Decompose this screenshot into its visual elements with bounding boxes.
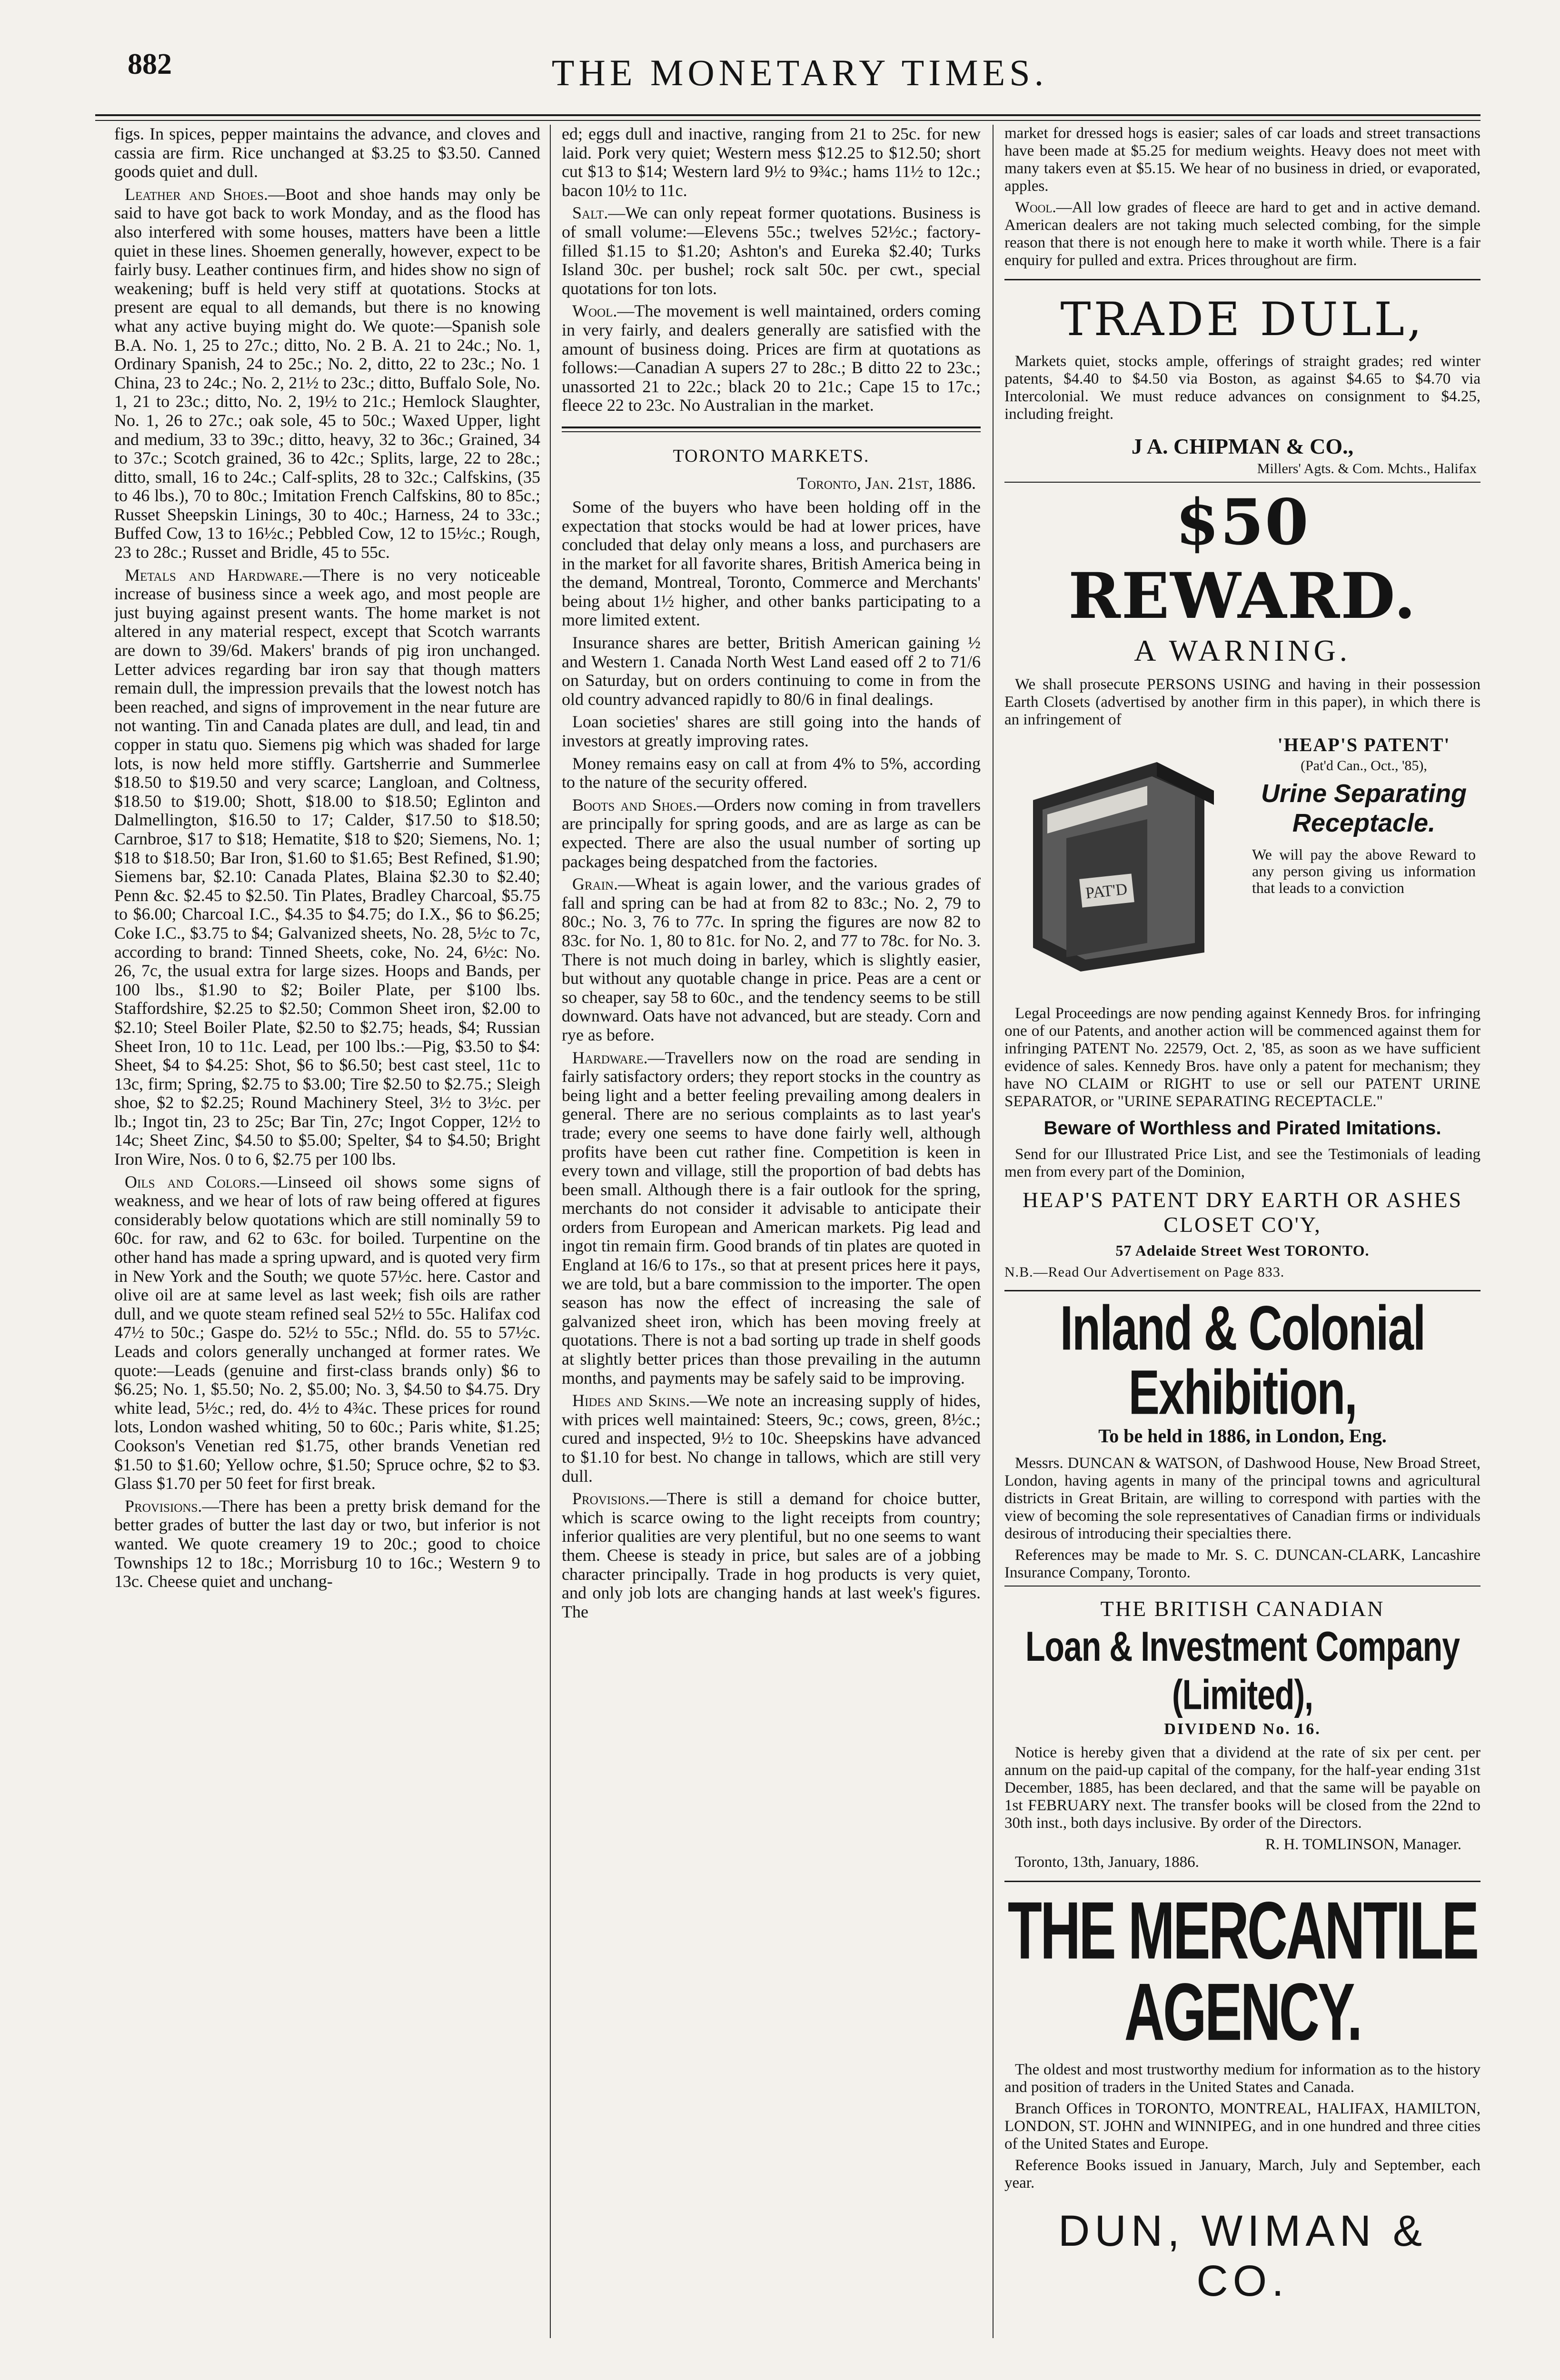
column-divider-2 bbox=[993, 125, 994, 2338]
ad-divider bbox=[1004, 1881, 1481, 1882]
header-rule bbox=[95, 114, 1481, 116]
inland-exhibition-text: Messrs. DUNCAN & WATSON, of Dashwood House, New Broad Street, London, having agents in many of the principal towns and agricultural districts in Great Britain, are willing to correspond with parties with the view of becoming the sole representatives of Canadian firms or individuals desirous of introducing their specialties there. bbox=[1004, 1455, 1481, 1542]
hardware-text: —Travellers now on the road are sending in fairly satisfactory orders; they report stocks in the country as being light and a better feeling prevailing among dealers in general. There are no serious complaints as to last year's trade; every one seems to have done fairly well, although profits have been cut rather fine. Competition is keen in every town and village, still the proportion of bad debts has been small. Although there is a fair outlook for the spring, merchants do not consider it advisable to anticipate their orders from European and American markets. Pig lead and ingot tin remain firm. Good brands of tin plates are quoted in England at 16/6 to 17s., so that at present prices here it pays, we are told, but a bare commission to the importer. The open season has now the effect of increasing the sale of galvanized sheet iron, which has been moving freely at quotations. There is not a bad sorting up trade in shelf goods at slightly better prices than those prevailing in the autumn months, and payments may be safely said to be improving. bbox=[562, 1048, 981, 1388]
trade-dull-ad bbox=[1004, 293, 1481, 477]
dividend-date: Toronto, 13th, January, 1886. bbox=[1015, 1854, 1199, 1871]
oils-text: —Linseed oil shows some signs of weakness, and we hear of lots of raw being offered at figures considerably below quotations which are still nominally 59 to 60c. for raw, and 62 to 63c. for boiled. Turpentine on the other hand has made a spring upward, and is quoted very firm in New York and the South; we quote 57½c. here. Castor and olive oil are at same level as last week; fish oils are rather dull, and we quote steam refined seal 52½ to 55c. Halifax cod 47½ to 50c.; Gaspe do. 52½ to 55c.; Nfld. do. 55 to 57½c. Leads and colors generally unchanged at former rates. We quote:—Leads (genuine and first-class brands only) $6 to $6.25; No. 1, $5.50; No. 2, $5.00; No. 3, $4.50 to $4.75. Dry white lead, 5½c.; red, do. 4½ to 4¾c. These prices for round lots, London washed whiting, 50 to 60c.; Paris white, $1.25; Cookson's Venetian red $1.75, other brands Venetian red $1.50 to $1.60; Yellow ochre, $1.50; Spruce ochre, $2 to $3. Glass $1.70 per 50 feet for first break. bbox=[114, 1172, 540, 1493]
grain-heading: Grain. bbox=[572, 874, 618, 894]
boots-text: —Orders now coming in from travellers are principally for spring goods, and are as large as can be expected. There are also the usual number of sorting up packages being despatched from the factories. bbox=[562, 795, 981, 871]
col1-provisions-paragraph bbox=[114, 1497, 540, 1591]
hardware-heading: Hardware. bbox=[572, 1048, 648, 1067]
british-canadian-ad bbox=[1004, 1596, 1481, 1871]
trade-dull-title: TRADE DULL, bbox=[1060, 293, 1425, 346]
hides-text: —We note an increasing supply of hides, with prices well maintained: Steers, 9c.; cows, green, 8½c.; cured and inspected, 9½ to 10c. Sheepskins have advanced to $1.10 for best. No change in tallows, which are still very dull. bbox=[562, 1391, 981, 1486]
leather-heading: Leather and Shoes. bbox=[125, 184, 268, 204]
ad-divider bbox=[1004, 482, 1481, 483]
patent-date: (Pat'd Can., Oct., '85), bbox=[1301, 758, 1427, 774]
dun-wiman-name: DUN, WIMAN & CO. bbox=[1058, 2207, 1427, 2305]
patent-illustration-block bbox=[1004, 734, 1481, 1000]
boots-heading: Boots and Shoes. bbox=[572, 795, 697, 814]
toronto-paragraph-3: Loan societies' shares are still going into the hands of investors at greatly improving rates. bbox=[562, 712, 981, 751]
mercantile-agency-title: THE MERCANTILE AGENCY. bbox=[1007, 1885, 1478, 2058]
column-divider-1 bbox=[550, 125, 551, 2338]
ad-divider bbox=[1004, 1586, 1481, 1587]
salt-heading: Salt. bbox=[572, 203, 608, 223]
heaps-patent-title: 'HEAP'S PATENT' bbox=[1277, 734, 1451, 755]
col2-continuation: ed; eggs dull and inactive, ranging from 21 to 25c. for new laid. Pork very quiet; Western mess $12.25 to $12.50; short cut $13 to $14; Western lard 9½ to 9¾c.; hams 11½ to 12c.; bacon 10½ to 11c. bbox=[562, 125, 981, 200]
wool2-text: —All low grades of fleece are hard to get and in active demand. American dealers are not taking much selected combing, for the simple reason that there is not enough here to make it worth while. There is a fair enquiry for pulled and extra. Prices throughout are firm. bbox=[1004, 199, 1481, 269]
reward-ad bbox=[1004, 486, 1481, 1280]
urine-separating-title: Urine Separating Receptacle. bbox=[1261, 779, 1467, 837]
provisions2-text: —There is still a demand for choice butter, which is scarce owing to the light receipts from country; inferior qualities are very plentiful, but no one seems to want them. Cheese is steady in price, but sales are of a jobbing character principally. Trade in hog products is very quiet, and only job lots are changing hands at last week's figures. The bbox=[562, 1489, 981, 1621]
inland-exhibition-references: References may be made to Mr. S. C. DUNCAN-CLARK, Lancashire Insurance Company, Toronto. bbox=[1004, 1547, 1481, 1581]
section-divider bbox=[562, 426, 981, 432]
beware-notice: Beware of Worthless and Pirated Imitations. bbox=[1043, 1118, 1441, 1139]
inland-exhibition-title: Inland & Colonial Exhibition, bbox=[1060, 1292, 1425, 1428]
inland-exhibition-subtitle: To be held in 1886, in London, Eng. bbox=[1098, 1425, 1387, 1447]
toronto-paragraph-1: Some of the buyers who have been holding off in the expectation that stocks would be had at lower prices, have concluded that delay only means a loss, and purchasers are in the market for all favorite shares, British America being in the demand, Montreal, Toronto, Commerce and Merchants' being about 1½ higher, and other banks participating to a more limited extent. bbox=[562, 497, 981, 630]
salt-text: —We can only repeat former quotations. Business is of small volume:—Elevens 55c.; twelves 52½c.; factory-filled $1.15 to $1.20; Ashton's and Eureka $2.40; Turks Island 30c. per bushel; rock salt 50c. per cwt., special quotations for ton lots. bbox=[562, 203, 981, 298]
wool2-heading: Wool. bbox=[1015, 199, 1056, 216]
toronto-paragraph-2: Insurance shares are better, British American gaining ½ and Western 1. Canada North West Land eased off 2 to 71/6 on Saturday, but on orders continuing to come in from the old country advanced rapidly to 80/6 in final dealings. bbox=[562, 633, 981, 709]
provisions-heading: Provisions. bbox=[125, 1496, 202, 1516]
col2-grain-paragraph bbox=[562, 875, 981, 1044]
dividend-heading: DIVIDEND No. 16. bbox=[1164, 1720, 1321, 1738]
ad-divider bbox=[1004, 1290, 1481, 1291]
metals-heading: Metals and Hardware. bbox=[125, 565, 303, 585]
col2-boots-paragraph bbox=[562, 796, 981, 871]
loan-company-title: Loan & Investment Company (Limited), bbox=[1025, 1623, 1460, 1719]
provisions-text: —There has been a pretty brisk demand for the better grades of butter the last day or two, but inferior is not wanted. We quote creamery 19 to 20c.; good to choice Townships 12 to 18c.; Morrisburg 10 to 16c.; Western 9 to 13c. Cheese quiet and unchang- bbox=[114, 1496, 540, 1591]
col1-metals-paragraph bbox=[114, 566, 540, 1169]
legal-proceedings-text: Legal Proceedings are now pending against Kennedy Bros. for infringing one of our Patents, and another action will be commenced against them for infringing PATENT No. 22579, Oct. 2, '85, as soon as we have sufficient evidence of sales. Kennedy Bros. have only a patent for mechanism; they have NO CLAIM or RIGHT to use or sell our PATENT URINE SEPARATOR, or "URINE SEPARATING RECEPTACLE." bbox=[1004, 1005, 1481, 1110]
reward-intro: We shall prosecute PERSONS USING and having in their possession Earth Closets (advertised by another firm in this paper), in which there is an infringement of bbox=[1004, 676, 1481, 728]
col2-hides-paragraph bbox=[562, 1391, 981, 1486]
mercantile-text-1: The oldest and most trustworthy medium for information as to the history and position of traders in the United States and Canada. bbox=[1004, 2061, 1481, 2096]
hides-heading: Hides and Skins. bbox=[572, 1391, 690, 1410]
toronto-paragraph-4: Money remains easy on call at from 4% to 5%, according to the nature of the security offered. bbox=[562, 754, 981, 792]
mercantile-text-2: Branch Offices in TORONTO, MONTREAL, HALIFAX, HAMILTON, LONDON, ST. JOHN and WINNIPEG, and in one hundred and three cities of the United States and Europe. bbox=[1004, 2100, 1481, 2152]
provisions2-heading: Provisions. bbox=[572, 1489, 650, 1508]
receptacle-label: PAT'D bbox=[1084, 880, 1128, 902]
col2-wool-paragraph bbox=[562, 302, 981, 415]
col1-leather-paragraph bbox=[114, 185, 540, 562]
price-list-text: Send for our Illustrated Price List, and see the Testimonials of leading men from every part of the Dominion, bbox=[1004, 1146, 1481, 1180]
mercantile-agency-ad bbox=[1004, 1885, 1481, 2306]
manager-signature: R. H. TOMLINSON, Manager. bbox=[1265, 1836, 1461, 1853]
warning-title: A WARNING. bbox=[1134, 634, 1351, 667]
british-canadian-title: THE BRITISH CANADIAN bbox=[1100, 1597, 1385, 1621]
column-2 bbox=[562, 125, 981, 2338]
col3-wool-paragraph bbox=[1004, 199, 1481, 269]
patent-text-block bbox=[1252, 734, 1476, 896]
toronto-markets-date: Toronto, Jan. 21st, 1886. bbox=[797, 473, 976, 493]
masthead-title: THE MONETARY TIMES. bbox=[551, 52, 1048, 93]
col2-provisions-paragraph bbox=[562, 1489, 981, 1621]
chipman-subtitle: Millers' Agts. & Com. Mchts., Halifax bbox=[1257, 461, 1477, 476]
column-1 bbox=[114, 125, 540, 2338]
receptacle-illustration-icon bbox=[1014, 743, 1223, 981]
trade-dull-text: Markets quiet, stocks ample, offerings of straight grades; red winter patents, $4.40 to $4.50 via Boston, as against $4.65 to $4.70 via Intercolonial. We must reduce advances on consignment to $4.25, including freight. bbox=[1004, 353, 1481, 423]
mercantile-text-3: Reference Books issued in January, March, July and September, each year. bbox=[1004, 2157, 1481, 2192]
page-number: 882 bbox=[128, 48, 172, 80]
col2-salt-paragraph bbox=[562, 204, 981, 298]
inland-exhibition-ad bbox=[1004, 1292, 1481, 1582]
wool-heading: Wool. bbox=[572, 301, 617, 321]
leather-text: —Boot and shoe hands may only be said to have got back to work Monday, and as the flood has also interfered with some houses, matters have been a little quiet in these lines. Shoemen generally, however, expect to be fairly busy. Leather continues firm, and hides show no sign of weakening; buff is held very stiff at quotations. Stocks at present are equal to all demands, but there is no knowing what any active buying might do. We quote:—Spanish sole B.A. No. 1, 25 to 27c.; ditto, No. 2 B. A. 21 to 24c.; No. 1, Ordinary Spanish, 24 to 25c.; No. 2, ditto, 22 to 23c.; No. 1 China, 23 to 24c.; No. 2, 21½ to 23c.; ditto, Buffalo Sole, No. 1, 21 to 23c.; ditto, No. 2, 19½ to 21c.; Hemlock Slaughter, No. 1, 26 to 27c.; oak sole, 45 to 50c.; Waxed Upper, light and medium, 33 to 39c.; ditto, heavy, 32 to 36c.; Grained, 34 to 37c.; Scotch grained, 36 to 42c.; Splits, large, 22 to 28c.; ditto, small, 16 to 24c.; Calf-splits, 28 to 32c.; Calfskins, (35 to 46 lbs.), 70 to 80c.; Imitation French Calfskins, 80 to 85c.; Russet Sheepskin Linings, 30 to 40c.; Harness, 24 to 33c.; Buffed Cow, 13 to 16½c.; Pebbled Cow, 12 to 15½c.; Rough, 23 to 28c.; Russet and Bridle, 45 to 55c. bbox=[114, 184, 540, 562]
dividend-notice-text: Notice is hereby given that a dividend at the rate of six per cent. per annum on the paid-up capital of the company, for the half-year ending 31st December, 1885, has been declared, and that the same will be payable on 1st FEBRUARY next. The transfer books will be closed from the 22nd to 30th inst., both days inclusive. By order of the Directors. bbox=[1004, 1744, 1481, 1832]
col2-hardware-paragraph bbox=[562, 1049, 981, 1388]
heaps-company-name: HEAP'S PATENT DRY EARTH OR ASHES CLOSET CO'Y, bbox=[1022, 1188, 1463, 1237]
heaps-address: 57 Adelaide Street West TORONTO. bbox=[1115, 1242, 1370, 1259]
col1-oils-paragraph bbox=[114, 1173, 540, 1493]
oils-heading: Oils and Colors. bbox=[125, 1172, 260, 1191]
heaps-nb-note: N.B.—Read Our Advertisement on Page 833. bbox=[1004, 1264, 1285, 1280]
column-3 bbox=[1004, 125, 1481, 2338]
grain-text: —Wheat is again lower, and the various grades of fall and spring can be had at from 82 to 83c.; No. 2, 79 to 80c.; No. 3, 76 to 77c. In spring the figures are now 82 to 83c. for No. 1, 80 to 81c. for No. 2, and 77 to 78c. for No. 3. There is not much doing in barley, which is slightly easier, but without any quotable change in price. Peas are a cent or so cheaper, say 58 to 60c., and the tendency seems to be still downward. Oats have not advanced, but are steady. Corn and rye as before. bbox=[562, 874, 981, 1044]
header-rule-thin bbox=[95, 120, 1481, 121]
toronto-markets-title: TORONTO MARKETS. bbox=[673, 446, 870, 466]
metals-text: —There is no very noticeable increase of business since a week ago, and most people are just buying against present wants. The home market is not altered in any material respect, except that Scotch warrants are down to 39/6d. Makers' brands of pig iron unchanged. Letter advices regarding bar iron say that though matters remain dull, the impression prevails that the lowest notch has been reached, and signs of improvement in the near future are not wanting. Tin and Canada plates are dull, and lead, tin and copper in statu quo. Siemens pig which was shaded for large lots, is now held more stiffly. Gartsherrie and Summerlee $18.50 to $19.50 and very scarce; Langloan, and Coltness, $18.50 to $19.00; Shott, $18.00 to $18.50; Eglinton and Dalmellington, $16.50 to 17; Calder, $17.50 to $18.50; Carnbroe, $17 to $18; Hematite, $18 to $20; Siemens, No. 1; $18 to $18.50; Bar Iron, $1.60 to $1.65; Best Refined, $1.90; Siemens bar, $2.10: Canada Plates, Blaina $2.30 to $2.40; Penn &c. $2.45 to $2.50. Tin Plates, Bradley Charcoal, $5.75 to $6.00; Charcoal I.C., $4.35 to $4.75; do I.X., $6 to $6.25; Coke I.C., $3.75 to $4; Galvanized sheets, No. 28, 5½c to 7c, according to brand: Tinned Sheets, coke, No. 24, 6½c: No. 26, 7c, the usual extra for large sizes. Hoops and Bands, per 100 lbs., $1.90 to $2; Boiler Plate, per $100 lbs. Staffordshire, $2.25 to $2.50; Common Sheet iron, $2.00 to $2.10; Steel Boiler Plate, $2.50 to $2.75; heads, $4; Russian Sheet Iron, 10 to 11c. Lead, per 100 lbs.:—Pig, $3.50 to $4: Sheet, $4 to $4.25: Shot, $6 to $6.50; best cast steel, 11c to 13c, firm; Spring, $2.75 to $3.00; Tire $2.50 to $2.75.; Sleigh shoe, $2 to $2.25; Round Machinery Steel, 3½ to 3½c. per lb.; Ingot tin, 23 to 25c; Bar Tin, 27c; Ingot Copper, 12½ to 14c; Sheet Zinc, $4.50 to $5.00; Spelter, $4 to $4.50; Bright Iron Wire, Nos. 0 to 6, $2.75 per 100 lbs. bbox=[114, 565, 540, 1169]
reward-pay-note: We will pay the above Reward to any person giving us information that leads to a conviction bbox=[1252, 846, 1476, 896]
col3-continuation: market for dressed hogs is easier; sales of car loads and street transactions have been made at $5.25 for medium weights. Heavy does not meet with many takers even at $5.15. We hear of no business in dried, or evaporated, apples. bbox=[1004, 125, 1481, 195]
wool-text: —The movement is well maintained, orders coming in very fairly, and dealers generally are satisfied with the amount of business doing. Prices are firm at quotations as follows:—Canadian A supers 27 to 28c.; B ditto 22 to 23c.; unassorted 21 to 22c.; black 20 to 21c.; Cape 15 to 17c.; fleece 22 to 23c. No Australian in the market. bbox=[562, 301, 981, 415]
reward-title: $50 REWARD. bbox=[1068, 486, 1417, 633]
col1-figs-paragraph: figs. In spices, pepper maintains the advance, and cloves and cassia are firm. Rice unchanged at $3.25 to $3.50. Canned goods quiet and dull. bbox=[114, 125, 540, 181]
chipman-company: J A. CHIPMAN & CO., bbox=[1131, 434, 1354, 458]
ad-divider bbox=[1004, 279, 1481, 280]
